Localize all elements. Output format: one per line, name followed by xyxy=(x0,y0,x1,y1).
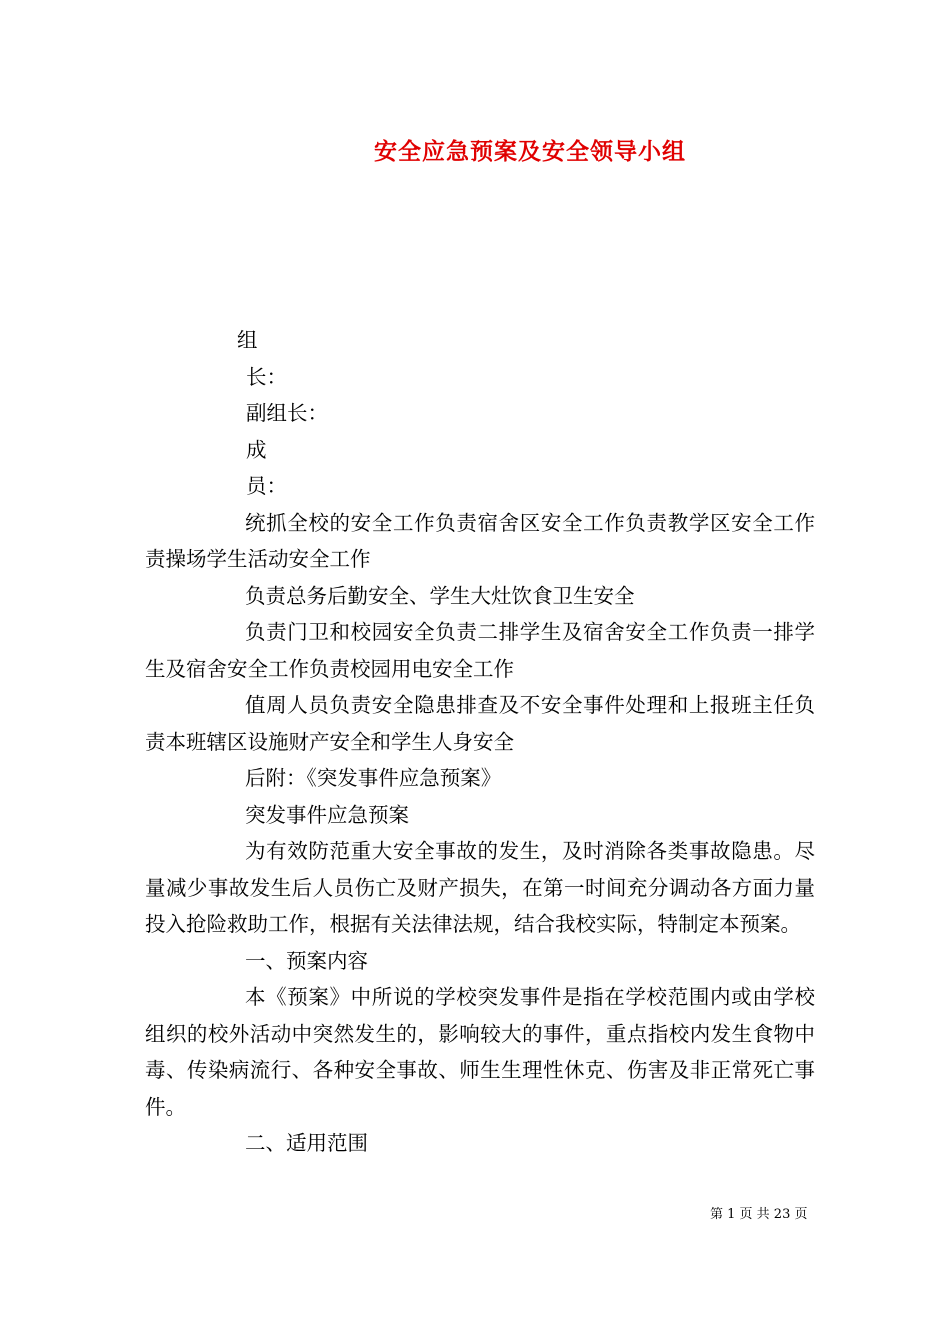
paragraph-responsibilities-4: 值周人员负责安全隐患排查及不安全事件处理和上报班主任负责本班辖区设施财产安全和学生人身安全 xyxy=(145,693,815,754)
section-heading-plan: 突发事件应急预案 xyxy=(245,802,409,827)
paragraph-content: 本《预案》中所说的学校突发事件是指在学校范围内或由学校组织的校外活动中突然发生的，影响较大的事件，重点指校内发生食物中毒、传染病流行、各种安全事故、师生生理性休克、伤害及非正常死亡事件。 xyxy=(145,985,815,1119)
paragraph-responsibilities-3: 负责门卫和校园安全负责二排学生及宿舍安全工作负责一排学生及宿舍安全工作负责校园用电安全工作 xyxy=(145,620,815,681)
section-heading-scope: 二、适用范围 xyxy=(245,1131,368,1155)
role-label-member-1: 成 xyxy=(246,437,267,462)
role-label-deputy: 副组长： xyxy=(246,401,328,425)
role-label-leader-1: 组 xyxy=(237,328,258,352)
paragraph-intro: 为有效防范重大安全事故的发生，及时消除各类事故隐患。尽量减少事故发生后人员伤亡及财产损失，在第一时间充分调动各方面力量投入抢险救助工作，根据有关法律法规，结合我校实际，特制定本预案。 xyxy=(145,839,815,936)
paragraph-responsibilities-1: 统抓全校的安全工作负责宿舍区安全工作负责教学区安全工作责操场学生活动安全工作 xyxy=(145,510,815,571)
role-label-leader-2: 长： xyxy=(246,364,287,389)
page-number-footer: 第 1 页 共 23 页 xyxy=(710,1207,808,1222)
paragraph-responsibilities-2: 负责总务后勤安全、学生大灶饮食卫生安全 xyxy=(245,583,635,608)
paragraph-attachment: 后附：《突发事件应急预案》 xyxy=(245,766,502,790)
document-title: 安全应急预案及安全领导小组 xyxy=(374,138,686,165)
section-heading-content: 一、预案内容 xyxy=(245,948,368,973)
role-label-member-2: 员： xyxy=(246,474,287,498)
document-body xyxy=(145,322,815,1162)
